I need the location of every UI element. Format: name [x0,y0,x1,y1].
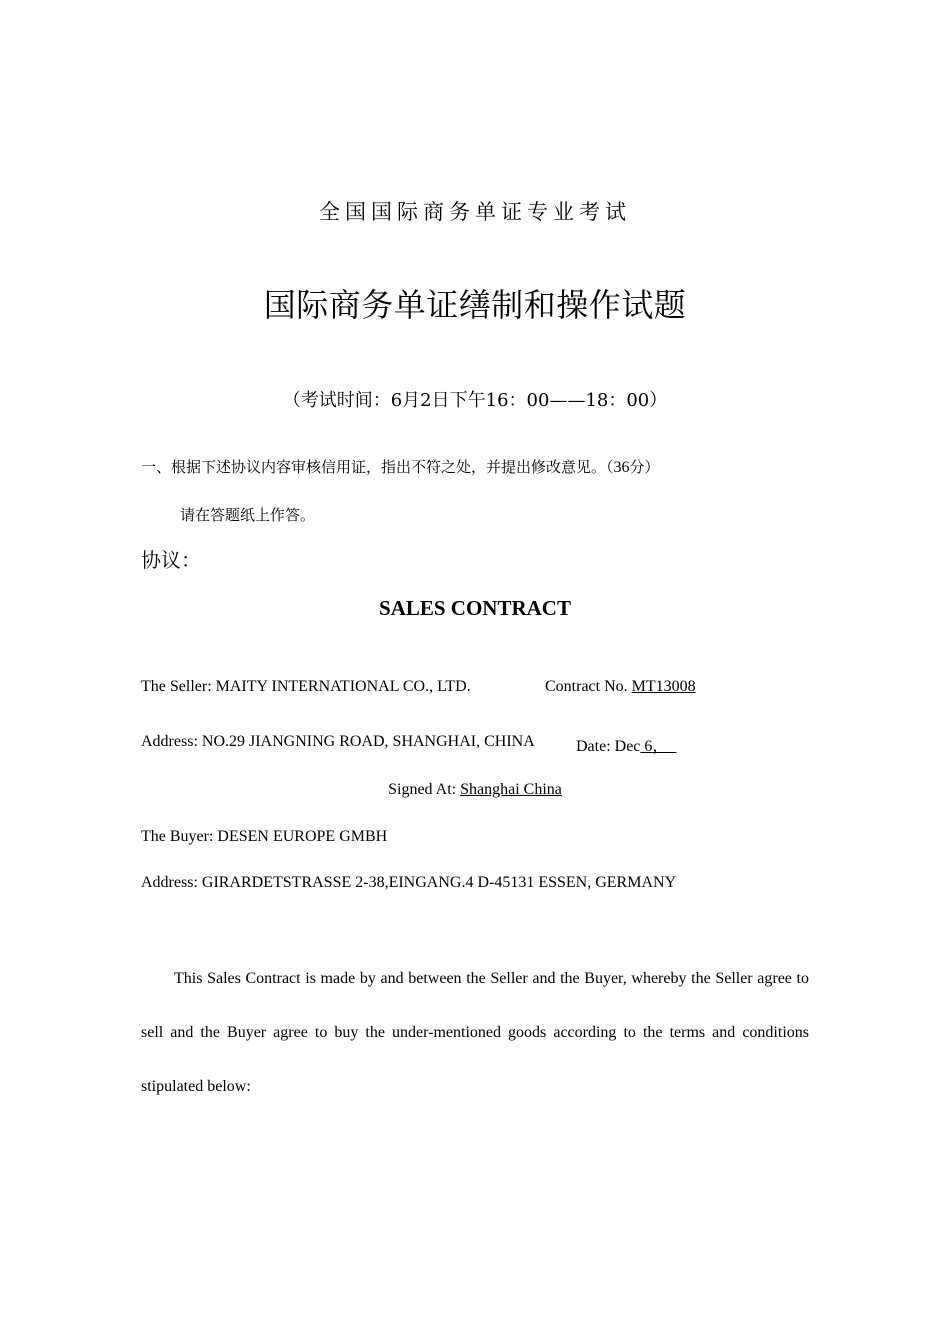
question-points: 36 [613,459,630,476]
buyer-address-label: Address: [141,874,202,891]
signed-at-value: Shanghai China [460,781,562,798]
exam-header: 全国国际商务单证专业考试 [319,200,631,224]
seller-address-label: Address: [141,733,202,750]
buyer-address: GIRARDETSTRASSE 2-38,EINGANG.4 D-45131 ESSEN, GERMANY [201,874,677,891]
exam-time: （考试时间：6月2日下午16：00——18：00） [282,390,668,411]
question-points-suffix: 分） [629,458,660,476]
signed-at-line [0,781,950,799]
answer-instruction: 请在答题纸上作答。 [180,506,316,524]
buyer-line [141,828,387,846]
contract-title: SALES CONTRACT [379,596,571,620]
seller-label: The Seller: [141,678,216,695]
contract-body-text: This Sales Contract is made by and between the Seller and the Buyer, whereby the Seller agree to sell and the Buyer agree to buy the under-mentioned goods according to the terms and conditions stipulated below: [141,970,809,1095]
question-heading [141,456,660,477]
buyer-address-line [141,874,676,892]
date-line [576,733,676,756]
contract-no-label: Contract No. [545,678,632,695]
date-value: 6， [640,738,677,755]
date-label: Date: Dec [576,738,641,755]
question-text: 一、根据下述协议内容审核信用证，指出不符之处，并提出修改意见。（ [141,458,614,476]
signed-at-label: Signed At: [388,781,461,798]
contract-body-paragraph [141,952,809,1114]
buyer-label: The Buyer: [141,828,218,845]
agreement-label: 协议： [141,548,201,572]
document-title: 国际商务单证缮制和操作试题 [263,286,687,324]
seller-line [141,678,471,696]
seller-address: NO.29 JIANGNING ROAD, SHANGHAI, CHINA [201,733,535,750]
seller-address-line [141,733,535,751]
contract-no-value: MT13008 [631,678,696,695]
buyer-name: DESEN EUROPE GMBH [217,828,388,845]
contract-no-line [545,678,696,696]
seller-name: MAITY INTERNATIONAL CO., LTD. [215,678,471,695]
